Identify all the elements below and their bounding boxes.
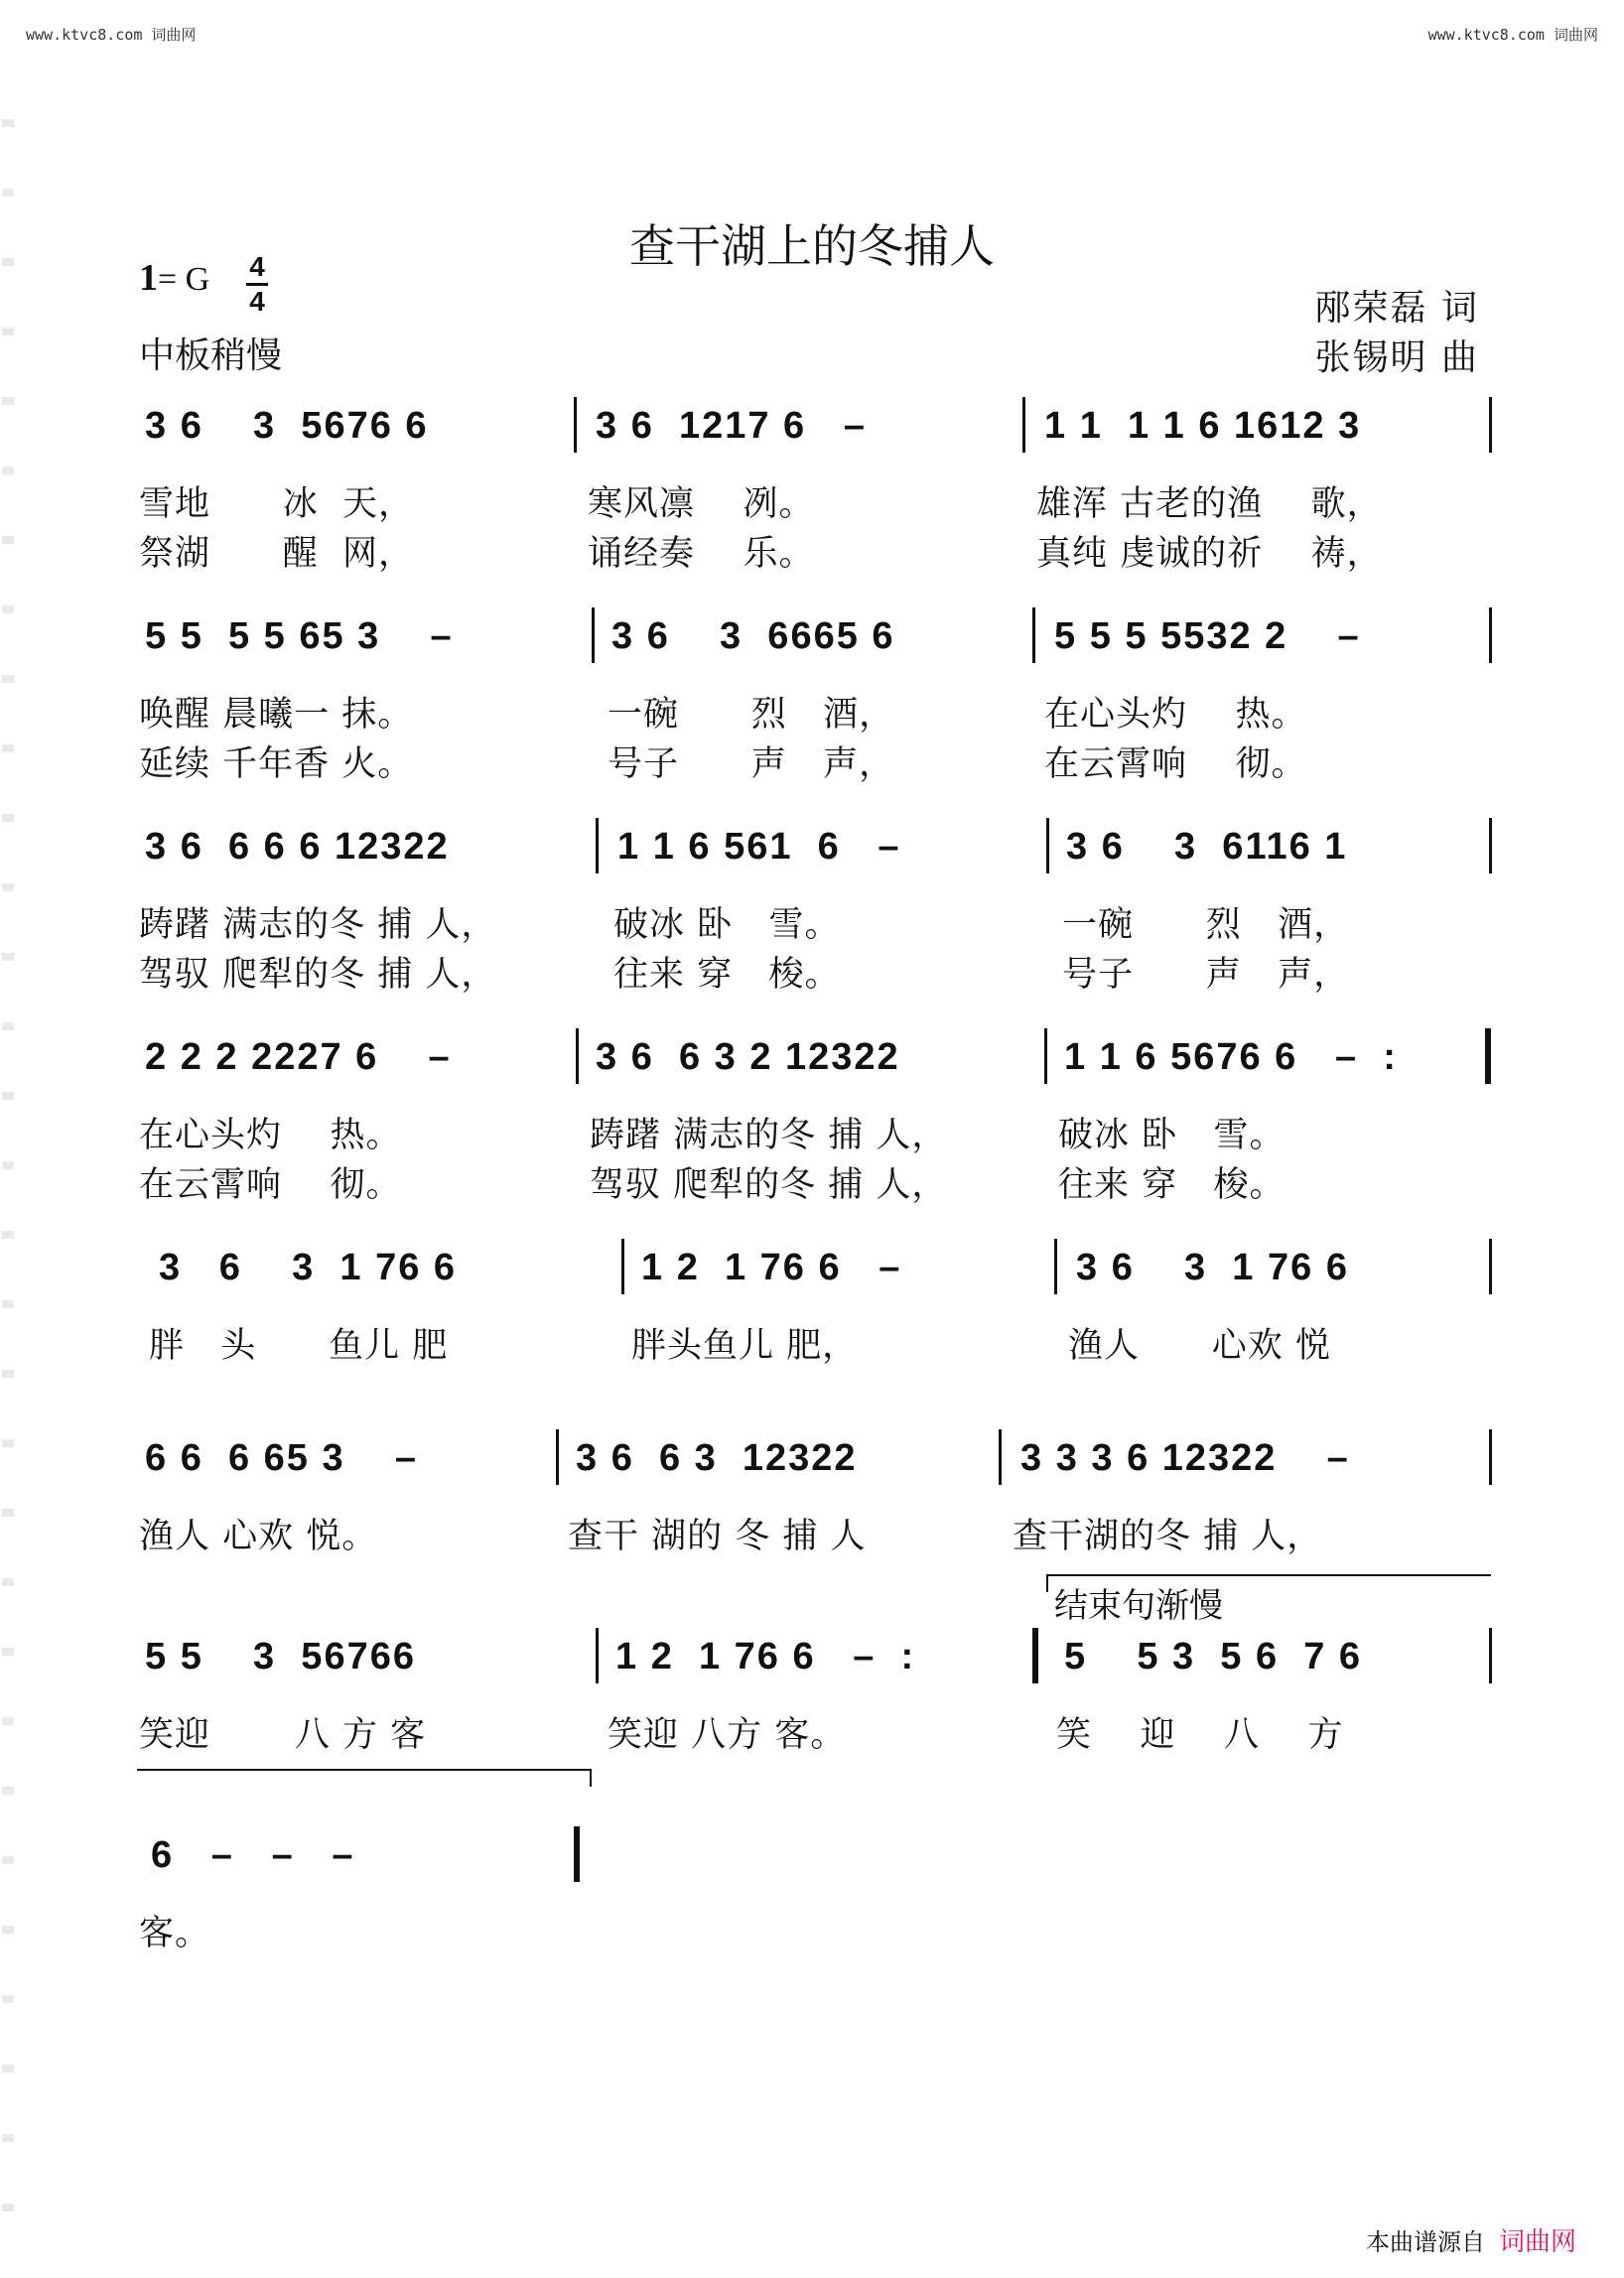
barline: [999, 1429, 1002, 1485]
barline: [576, 1028, 579, 1084]
notes-measure: 2 2 2 2227 6 –: [145, 1036, 452, 1078]
lyric-verse1: 胖头鱼儿 肥，: [631, 1326, 859, 1366]
notes-measure: 3 6 3 1 76 6: [159, 1247, 458, 1288]
header-left-watermark: www.ktvc8.com 词曲网: [26, 26, 197, 44]
lyricist-credit: 邴荣磊 词: [1314, 288, 1479, 329]
footer-prefix: 本曲谱源自: [1365, 2228, 1485, 2256]
lyric-verse1: 在心头灼 热。: [1044, 695, 1307, 735]
lyric-verse2: 诵经奏 乐。: [588, 534, 815, 574]
barline: [1022, 397, 1025, 453]
notes-measure: 3 6 3 6116 1: [1066, 826, 1348, 868]
barline: [574, 397, 577, 453]
repeat-end-barline: [1032, 1628, 1038, 1683]
barline: [556, 1429, 559, 1485]
lyric-verse1: 在心头灼 热。: [139, 1116, 402, 1155]
lyric-verse2: 号子 声 声，: [608, 744, 895, 784]
lyric-verse1: 寒风凛 冽。: [588, 484, 815, 524]
lyric-verse1: 破冰 卧 雪。: [613, 905, 841, 945]
lyric-verse1: 一碗 烈 酒，: [1062, 905, 1350, 945]
meter-bottom: 4: [249, 286, 265, 317]
notes-measure: 3 6 3 5676 6: [145, 405, 429, 447]
notes-measure: 3 6 3 1 76 6: [1076, 1247, 1349, 1288]
notes-measure: 1 1 6 5676 6 – :: [1064, 1036, 1398, 1078]
lyric-verse1: 渔人 心欢 悦。: [139, 1517, 378, 1556]
lyric-verse2: 祭湖 醒 网，: [139, 534, 415, 574]
barline: [621, 1239, 624, 1294]
edge-watermark-strip: [2, 69, 14, 2213]
notes-measure: 1 1 6 561 6 –: [617, 826, 901, 868]
lyric-verse1: 笑迎 八方 客。: [608, 1715, 847, 1755]
key-signature: [139, 256, 209, 300]
source-footer: [1366, 2221, 1576, 2258]
notes-measure: 1 1 1 1 6 1612 3: [1044, 405, 1362, 447]
lyric-verse1: 笑迎 八 方 客: [139, 1715, 427, 1755]
barline: [1489, 1628, 1492, 1683]
key-tonic-note: = G: [158, 261, 210, 298]
composer-credit: 张锡明 曲: [1314, 337, 1479, 378]
lyric-verse2: 真纯 虔诚的祈 祷，: [1036, 534, 1383, 574]
lyric-verse1: 破冰 卧 雪。: [1058, 1116, 1286, 1155]
time-signature: [246, 252, 268, 317]
lyric-verse2: 延续 千年香 火。: [139, 744, 414, 784]
header-right-watermark: www.ktvc8.com 词曲网: [1427, 26, 1598, 44]
lyric-verse1: 胖 头 鱼儿 肥: [149, 1326, 449, 1366]
lyric-verse1: 一碗 烈 酒，: [608, 695, 895, 735]
notes-measure: 5 5 5 5532 2 –: [1054, 615, 1361, 657]
notes-measure: 3 6 6 3 2 12322: [596, 1036, 900, 1078]
lyric-verse2: 往来 穿 梭。: [613, 955, 841, 995]
notes-measure: 6 6 6 65 3 –: [145, 1437, 418, 1479]
notes-measure: 5 5 5 5 65 3 –: [145, 615, 454, 657]
lyric-verse2: 驾驭 爬犁的冬 捕 人，: [590, 1165, 948, 1205]
barline: [1054, 1239, 1057, 1294]
barline: [1032, 607, 1035, 663]
barline: [1489, 1239, 1492, 1294]
lyric-verse1: 唤醒 晨曦一 抹。: [139, 695, 414, 735]
lyric-verse2: 驾驭 爬犁的冬 捕 人，: [139, 955, 497, 995]
notes-measure: 5 5 3 56766: [145, 1636, 416, 1677]
barline: [1489, 397, 1492, 453]
barline: [596, 1628, 599, 1683]
notes-measure: 3 6 6 3 12322: [576, 1437, 858, 1479]
repeat-end-barline: [1485, 1028, 1491, 1084]
barline: [592, 607, 595, 663]
notes-measure: 3 6 6 6 6 12322: [145, 826, 450, 868]
lyric-verse1: 雪地 冰 天，: [139, 484, 415, 524]
notes-measure: 1 2 1 76 6 –: [641, 1247, 902, 1288]
barline: [1489, 1429, 1492, 1485]
barline: [1046, 818, 1049, 873]
lyric-verse1: 查干 湖的 冬 捕 人: [568, 1517, 867, 1556]
notes-measure: 6 – – –: [151, 1834, 355, 1876]
lyric-verse2: 号子 声 声，: [1062, 955, 1350, 995]
lyric-verse1: 踌躇 满志的冬 捕 人，: [590, 1116, 948, 1155]
lyric-verse1: 笑 迎 八 方: [1056, 1715, 1344, 1755]
lyric-verse2: 在云霄响 彻。: [1044, 744, 1307, 784]
lyric-verse1: 渔人 心欢 悦: [1068, 1326, 1331, 1366]
tempo-marking: 中板稍慢: [139, 335, 283, 376]
notes-measure: 5 5 3 5 6 7 6: [1064, 1636, 1363, 1677]
meter-top: 4: [249, 251, 265, 282]
notes-measure: 3 6 1217 6 –: [596, 405, 867, 447]
lyric-verse2: 往来 穿 梭。: [1058, 1165, 1286, 1205]
ritardando-label: 结束句渐慢: [1054, 1586, 1223, 1626]
lyric-verse1: 踌躇 满志的冬 捕 人，: [139, 905, 497, 945]
barline: [1044, 1028, 1047, 1084]
footer-site-link[interactable]: 词曲网: [1498, 2227, 1576, 2257]
key-tonic-numeral: 1: [139, 257, 158, 299]
lyric-verse2: 在云霄响 彻。: [139, 1165, 402, 1205]
first-ending-bracket: [137, 1769, 592, 1787]
final-barline: [574, 1826, 580, 1882]
notes-measure: 3 6 3 6665 6: [611, 615, 895, 657]
barline: [1489, 818, 1492, 873]
lyric-verse1: 查干湖的冬 捕 人，: [1013, 1517, 1323, 1556]
notes-measure: 3 3 3 6 12322 –: [1020, 1437, 1350, 1479]
lyric-verse1: 客。: [139, 1914, 211, 1953]
song-title: 查干湖上的冬捕人: [629, 219, 995, 273]
barline: [1489, 607, 1492, 663]
lyric-verse1: 雄浑 古老的渔 歌，: [1036, 484, 1383, 524]
notes-measure: 1 2 1 76 6 – :: [615, 1636, 916, 1677]
barline: [596, 818, 599, 873]
